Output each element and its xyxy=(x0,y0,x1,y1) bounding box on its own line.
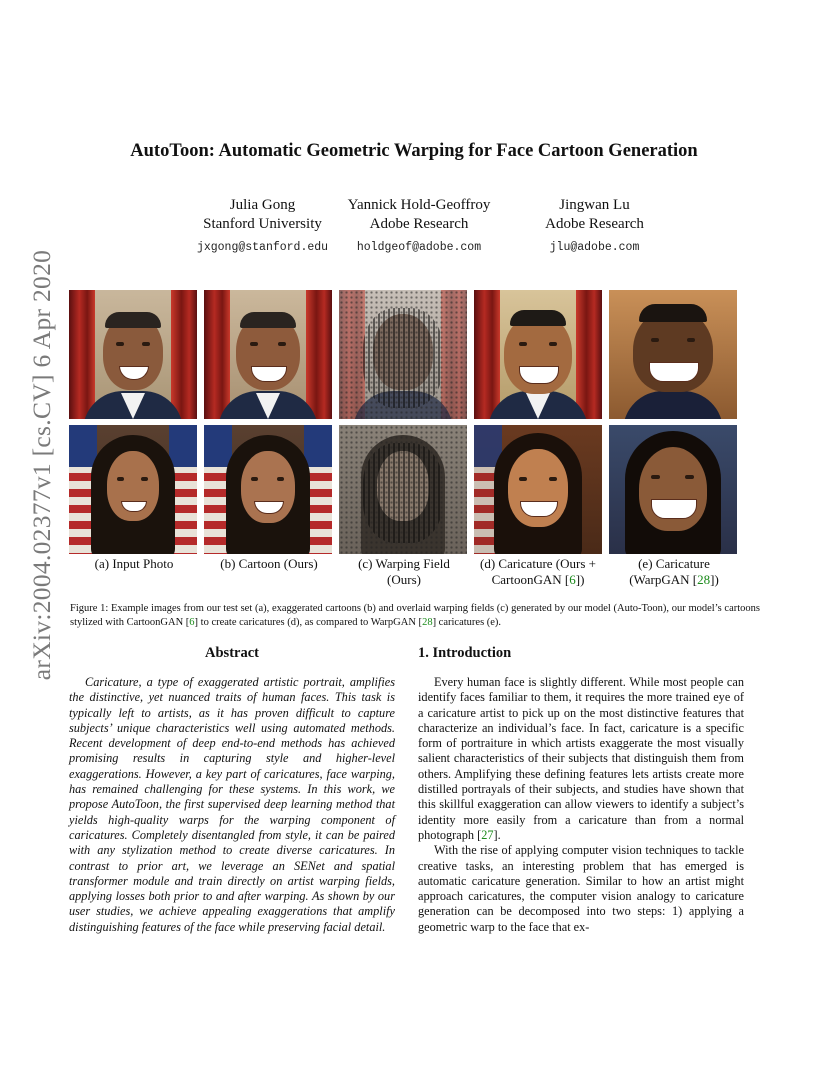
figure-image-warping-field-row2 xyxy=(339,425,467,554)
author-name: Jingwan Lu xyxy=(559,197,630,213)
figure-1-caption: Figure 1: Example images from our test set (a), exaggerated cartoons (b) and overlaid warping fields (c) generated by our model (Auto-Toon), our model’s cartoons stylized with CartoonGAN [6] to create caricatures (d), as compared to WarpGAN [28] caricatures (e). xyxy=(70,603,760,628)
figure-image-input-photo-row2 xyxy=(69,425,197,554)
figure-image-cartoon-row1 xyxy=(204,290,332,419)
figure-image-warping-field-row1 xyxy=(339,290,467,419)
section-heading-introduction: 1. Introduction xyxy=(418,645,512,661)
author-email[interactable]: jlu@adobe.com xyxy=(549,241,640,254)
figure-image-caricature-warpgan-row2 xyxy=(609,425,737,554)
subcaption-b: (b) Cartoon (Ours) xyxy=(220,556,318,571)
figure-image-caricature-warpgan-row1 xyxy=(609,290,737,419)
author-email[interactable]: jxgong@stanford.edu xyxy=(196,241,329,254)
paragraph: With the rise of applying computer vision techniques to tackle creative tasks, an interesting problem that has emerged is automatic caricature generation. Similar to how an artist might approach caricatures, the computer vision analogy to caricature generation can be decomposed into two steps: 1) applying a geometric warp to the face that ex- xyxy=(418,843,744,934)
subcaption-d: (d) Caricature (Ours + CartoonGAN [6]) xyxy=(480,556,596,587)
subcaption-c: (c) Warping Field (Ours) xyxy=(358,556,450,587)
figure-image-caricature-ours-row1 xyxy=(474,290,602,419)
figure-image-input-photo-row1 xyxy=(69,290,197,419)
paper-title: AutoToon: Automatic Geometric Warping for Face Cartoon Generation xyxy=(130,141,698,161)
author-name: Yannick Hold-Geoffroy xyxy=(347,197,491,213)
subcaption-e: (e) Caricature (WarpGAN [28]) xyxy=(629,556,719,587)
author-name: Julia Gong xyxy=(229,197,296,213)
introduction-text xyxy=(418,675,744,935)
abstract-heading: Abstract xyxy=(205,645,259,661)
citation-link[interactable]: 6 xyxy=(569,572,576,587)
author-affiliation: Stanford University xyxy=(203,216,322,232)
figure-image-cartoon-row2 xyxy=(204,425,332,554)
author-email[interactable]: holdgeof@adobe.com xyxy=(356,241,482,254)
abstract-text: Caricature, a type of exaggerated artistic portrait, amplifies the distinctive, yet nuanced traits of human faces. This task is typically left to artists, as it has proven difficult to capture subjects’ unique characteristics well using automated methods. Recent development of deep end-to-end methods has achieved promising results in capturing style and higher-level exaggerations. However, a key part of caricatures, face warping, has remained challenging for these systems. In this work, we propose AutoToon, the first supervised deep learning method that yields high-quality warps for the warping component of caricatures. Completely disentangled from style, it can be paired with any stylization method to create diverse caricatures. In contrast to prior art, we leverage an SENet and spatial transformer module and train directly on artist warping fields, applying losses both prior to and after warping. As shown by our user studies, we achieve appealing exaggerations that amplify distinguishing features of the face while preserving facial detail. xyxy=(69,675,395,934)
figure-image-caricature-ours-row2 xyxy=(474,425,602,554)
citation-link[interactable]: 6 xyxy=(189,617,195,628)
citation-link[interactable]: 28 xyxy=(697,572,711,587)
citation-link[interactable]: 28 xyxy=(422,617,433,628)
author-block-3 xyxy=(522,196,667,257)
author-block-2 xyxy=(330,196,508,257)
author-affiliation: Adobe Research xyxy=(545,216,644,232)
subcaption-a: (a) Input Photo xyxy=(94,556,174,571)
citation-link[interactable]: 27 xyxy=(481,827,494,842)
author-affiliation: Adobe Research xyxy=(369,216,469,232)
arxiv-side-label: arXiv:2004.02377v1 [cs.CV] 6 Apr 2020 xyxy=(27,249,56,681)
paragraph: Every human face is slightly different. While most people can identify faces familiar to them, it requires the more trained eye of a caricature artist to pick up on the most distinctive features that characterize an individual’s face. In fact, caricature is a specific form of portraiture in which artists exaggerate the most visually salient characteristics of their subjects that distinguish them from others. Amplifying these defining features lets artists create more distilled portrayals of their subjects, and studies have shown that this skillful exaggeration can allow viewers to identify a subject’s identity more easily from a caricature than from a normal photograph [27]. xyxy=(418,675,744,842)
